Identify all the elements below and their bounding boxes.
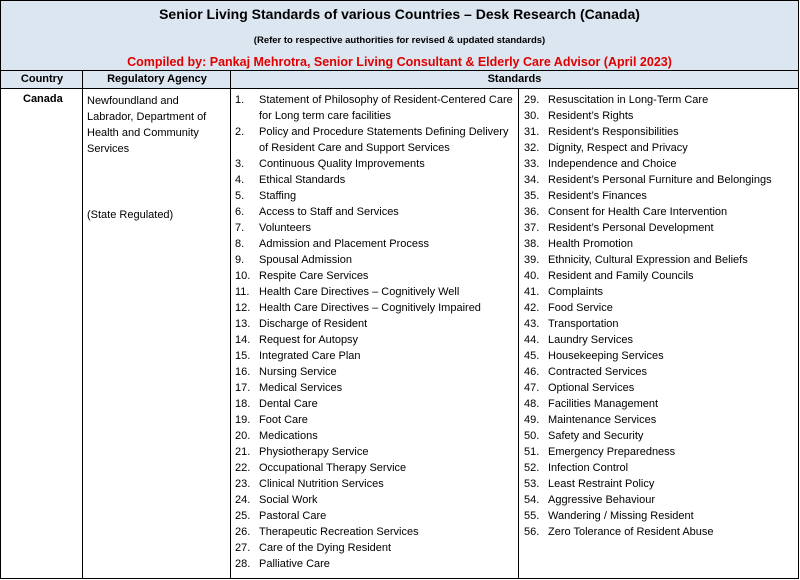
- standard-item: [235, 508, 517, 524]
- standard-text: Contracted Services: [548, 366, 648, 378]
- standard-text: Ethical Standards: [259, 174, 346, 186]
- standard-number: 4.: [235, 174, 245, 186]
- standard-text: Laundry Services: [548, 334, 633, 346]
- standard-number: 33.: [524, 158, 540, 170]
- standard-text: Palliative Care: [259, 558, 330, 570]
- standard-item: [524, 380, 796, 396]
- column-divider: [230, 71, 231, 578]
- standard-text: Resident’s Rights: [548, 110, 634, 122]
- standard-number: 45.: [524, 350, 540, 362]
- standard-number: 49.: [524, 414, 540, 426]
- standard-text: Statement of Philosophy of Resident-Centered Care for Long term care facilities: [259, 94, 513, 122]
- standard-text: Dental Care: [259, 398, 318, 410]
- standard-number: 7.: [235, 222, 245, 234]
- standard-number: 52.: [524, 462, 540, 474]
- standard-number: 47.: [524, 382, 540, 394]
- column-divider: [82, 71, 83, 578]
- standard-item: [235, 332, 517, 348]
- standards-list-right: [524, 92, 796, 540]
- standard-text: Safety and Security: [548, 430, 644, 442]
- standard-number: 15.: [235, 350, 251, 362]
- standard-item: [235, 460, 517, 476]
- standard-item: [235, 428, 517, 444]
- standard-number: 23.: [235, 478, 251, 490]
- standard-text: Resident’s Personal Development: [548, 222, 714, 234]
- standard-number: 6.: [235, 206, 245, 218]
- standard-text: Optional Services: [548, 382, 635, 394]
- standard-text: Nursing Service: [259, 366, 337, 378]
- standard-number: 31.: [524, 126, 540, 138]
- standard-item: [235, 444, 517, 460]
- standard-text: Admission and Placement Process: [259, 238, 429, 250]
- column-divider: [518, 89, 519, 578]
- standard-number: 2.: [235, 126, 245, 138]
- standard-number: 17.: [235, 382, 251, 394]
- document-subtitle: (Refer to respective authorities for revised & updated standards): [253, 35, 546, 46]
- standard-number: 46.: [524, 366, 540, 378]
- column-header-standards: Standards: [231, 71, 798, 89]
- standard-text: Integrated Care Plan: [259, 350, 361, 362]
- standard-item: [524, 236, 796, 252]
- standard-number: 24.: [235, 494, 251, 506]
- standard-number: 37.: [524, 222, 540, 234]
- standard-number: 53.: [524, 478, 540, 490]
- standard-number: 25.: [235, 510, 251, 522]
- agency-note: (State Regulated): [87, 209, 174, 221]
- standard-text: Volunteers: [259, 222, 311, 234]
- standard-number: 29.: [524, 94, 540, 106]
- standard-item: [235, 476, 517, 492]
- standard-text: Resident’s Personal Furniture and Belongings: [548, 174, 772, 186]
- standard-number: 20.: [235, 430, 251, 442]
- standard-text: Maintenance Services: [548, 414, 657, 426]
- standard-number: 50.: [524, 430, 540, 442]
- standard-text: Pastoral Care: [259, 510, 327, 522]
- standard-number: 55.: [524, 510, 540, 522]
- standard-number: 39.: [524, 254, 540, 266]
- standard-number: 13.: [235, 318, 251, 330]
- standard-item: [524, 316, 796, 332]
- standard-number: 44.: [524, 334, 540, 346]
- standards-list-left: [235, 92, 517, 572]
- standard-item: [524, 348, 796, 364]
- standard-text: Therapeutic Recreation Services: [259, 526, 419, 538]
- standard-text: Aggressive Behaviour: [548, 494, 656, 506]
- standard-item: [524, 156, 796, 172]
- standard-number: 21.: [235, 446, 251, 458]
- standard-text: Independence and Choice: [548, 158, 677, 170]
- standard-item: [524, 476, 796, 492]
- standard-text: Clinical Nutrition Services: [259, 478, 384, 490]
- standard-item: [524, 460, 796, 476]
- standard-number: 3.: [235, 158, 245, 170]
- standard-item: [235, 380, 517, 396]
- standard-number: 12.: [235, 302, 251, 314]
- standard-item: [524, 396, 796, 412]
- standard-number: 35.: [524, 190, 540, 202]
- standard-number: 11.: [235, 286, 250, 298]
- standard-number: 5.: [235, 190, 245, 202]
- standard-text: Continuous Quality Improvements: [259, 158, 425, 170]
- standard-number: 26.: [235, 526, 251, 538]
- standard-number: 30.: [524, 110, 540, 122]
- standard-text: Social Work: [259, 494, 318, 506]
- standard-item: [524, 300, 796, 316]
- standard-number: 43.: [524, 318, 540, 330]
- standard-text: Medical Services: [259, 382, 343, 394]
- standard-number: 32.: [524, 142, 540, 154]
- standard-text: Least Restraint Policy: [548, 478, 655, 490]
- standard-text: Resident’s Responsibilities: [548, 126, 679, 138]
- standard-text: Respite Care Services: [259, 270, 369, 282]
- standard-text: Ethnicity, Cultural Expression and Beliefs: [548, 254, 748, 266]
- standard-text: Dignity, Respect and Privacy: [548, 142, 688, 154]
- standard-item: [235, 348, 517, 364]
- standard-text: Emergency Preparedness: [548, 446, 676, 458]
- standard-text: Health Care Directives – Cognitively Well: [259, 286, 460, 298]
- standard-item: [235, 156, 517, 172]
- standard-item: [235, 316, 517, 332]
- standard-text: Wandering / Missing Resident: [548, 510, 694, 522]
- standard-item: [235, 252, 517, 268]
- standard-text: Zero Tolerance of Resident Abuse: [548, 526, 714, 538]
- standard-item: [524, 412, 796, 428]
- standard-item: [235, 268, 517, 284]
- standard-item: [235, 220, 517, 236]
- standard-number: 1.: [235, 94, 245, 106]
- standard-text: Complaints: [548, 286, 604, 298]
- country-cell: Canada: [23, 93, 63, 105]
- standard-item: [235, 412, 517, 428]
- standard-text: Occupational Therapy Service: [259, 462, 407, 474]
- standard-item: [235, 188, 517, 204]
- standard-item: [524, 108, 796, 124]
- standard-item: [524, 252, 796, 268]
- standard-text: Physiotherapy Service: [259, 446, 369, 458]
- standard-number: 54.: [524, 494, 540, 506]
- standard-item: [524, 492, 796, 508]
- standard-number: 16.: [235, 366, 251, 378]
- standard-item: [524, 220, 796, 236]
- standard-text: Health Promotion: [548, 238, 633, 250]
- standard-item: [524, 140, 796, 156]
- column-header-agency: Regulatory Agency: [83, 71, 231, 89]
- standard-item: [235, 124, 517, 156]
- standard-text: Resuscitation in Long-Term Care: [548, 94, 709, 106]
- standard-item: [524, 92, 796, 108]
- standard-number: 28.: [235, 558, 251, 570]
- standard-text: Facilities Management: [548, 398, 659, 410]
- standard-text: Resident’s Finances: [548, 190, 647, 202]
- standard-number: 34.: [524, 174, 540, 186]
- standard-item: [524, 172, 796, 188]
- standard-item: [235, 540, 517, 556]
- standard-item: [524, 188, 796, 204]
- standard-number: 9.: [235, 254, 245, 266]
- standard-item: [235, 92, 517, 124]
- standard-text: Food Service: [548, 302, 613, 314]
- standard-item: [524, 268, 796, 284]
- standard-text: Request for Autopsy: [259, 334, 359, 346]
- standard-number: 10.: [235, 270, 251, 282]
- standard-item: [524, 124, 796, 140]
- standard-text: Foot Care: [259, 414, 308, 426]
- standard-item: [235, 492, 517, 508]
- standard-item: [235, 396, 517, 412]
- standard-item: [524, 204, 796, 220]
- standard-item: [235, 300, 517, 316]
- standard-item: [524, 428, 796, 444]
- standard-item: [524, 508, 796, 524]
- document-title: Senior Living Standards of various Countries – Desk Research (Canada): [159, 6, 640, 22]
- standard-item: [235, 556, 517, 572]
- standard-text: Infection Control: [548, 462, 629, 474]
- standard-number: 19.: [235, 414, 251, 426]
- standard-text: Discharge of Resident: [259, 318, 368, 330]
- standard-text: Transportation: [548, 318, 619, 330]
- agency-cell: Newfoundland and Labrador, Department of Health and Community Services: [87, 95, 207, 155]
- standard-text: Staffing: [259, 190, 297, 202]
- standard-item: [235, 204, 517, 220]
- standard-number: 14.: [235, 334, 251, 346]
- standard-text: Spousal Admission: [259, 254, 352, 266]
- standard-number: 18.: [235, 398, 251, 410]
- standard-item: [524, 444, 796, 460]
- standard-number: 51.: [524, 446, 540, 458]
- compiled-by: Compiled by: Pankaj Mehrotra, Senior Living Consultant & Elderly Care Advisor (April 2023): [127, 55, 672, 69]
- standard-item: [235, 172, 517, 188]
- standard-item: [524, 284, 796, 300]
- standard-number: 27.: [235, 542, 251, 554]
- standard-item: [235, 284, 517, 300]
- standard-text: Care of the Dying Resident: [259, 542, 392, 554]
- standard-number: 41.: [524, 286, 540, 298]
- standard-item: [524, 524, 796, 540]
- standard-item: [235, 524, 517, 540]
- standard-number: 36.: [524, 206, 540, 218]
- standard-text: Medications: [259, 430, 318, 442]
- standard-text: Policy and Procedure Statements Defining Delivery of Resident Care and Support Services: [259, 126, 509, 154]
- standard-item: [235, 236, 517, 252]
- standard-item: [235, 364, 517, 380]
- standard-number: 56.: [524, 526, 540, 538]
- standard-number: 42.: [524, 302, 540, 314]
- standard-item: [524, 332, 796, 348]
- standard-text: Housekeeping Services: [548, 350, 664, 362]
- document-header: [1, 0, 798, 71]
- standard-text: Resident and Family Councils: [548, 270, 694, 282]
- standard-number: 40.: [524, 270, 540, 282]
- standard-text: Health Care Directives – Cognitively Impaired: [259, 302, 481, 314]
- standard-number: 48.: [524, 398, 540, 410]
- standard-number: 22.: [235, 462, 251, 474]
- standard-text: Access to Staff and Services: [259, 206, 399, 218]
- standard-text: Consent for Health Care Intervention: [548, 206, 728, 218]
- standard-item: [524, 364, 796, 380]
- column-header-country: Country: [1, 71, 83, 89]
- standard-number: 8.: [235, 238, 245, 250]
- standard-number: 38.: [524, 238, 540, 250]
